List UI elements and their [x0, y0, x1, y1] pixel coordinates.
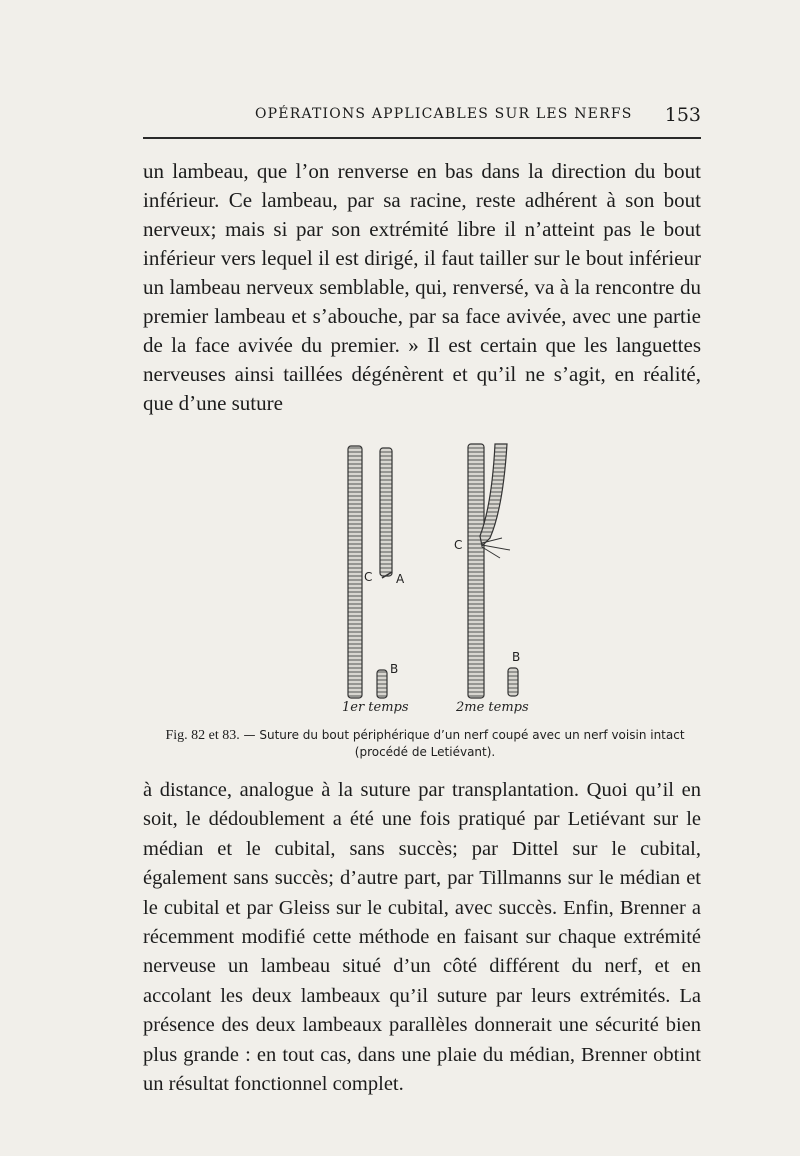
paragraph-bottom: à distance, analogue à la suture par transplantation. Quoi qu’il en soit, le dédoublement a été une fois pratiqué par Letiévant sur le médian et le cubital, sans succès; par Dittel sur le cubital, également sans succès; d’autre part, par Tillmanns sur le médian et le cubital et par Gleiss sur le cubital, avec succès. Enfin, Brenner a récemment modifié cette méthode en faisant sur chaque extrémité nerveuse un lambeau situé d’un côté différent du nerf, et en accolant les deux lambeaux qu’il suture par leurs extrémités. La présence des deux lambeaux parallèles donnerait une sécurité bien plus grande : en tout cas, dans une plaie du médian, Brenner obtint un résultat fonctionnel complet.: [143, 779, 701, 1096]
nerve-right-main: [468, 444, 484, 698]
nerve-diagram: [320, 438, 560, 726]
label-b-left: B: [390, 662, 399, 676]
nerve-left-flap: [380, 448, 392, 576]
page-number: 153: [664, 104, 701, 126]
figure-caption: [155, 727, 695, 761]
caption-text: — Suture du bout périphérique d’un nerf coupé avec un nerf voisin intact (procédé de Letiévant).: [243, 728, 685, 759]
header-rule: [143, 137, 701, 139]
label-c-left: C: [364, 570, 373, 584]
step-1-label: 1er temps: [342, 700, 409, 715]
nerve-left-main: [348, 446, 362, 698]
running-head: [143, 102, 703, 130]
label-c-right: C: [454, 538, 463, 552]
running-title: OPÉRATIONS APPLICABLES SUR LES NERFS: [255, 106, 633, 122]
nerve-left-stump: [377, 670, 387, 698]
label-b-right: B: [512, 650, 521, 664]
label-a: A: [396, 572, 405, 586]
caption-number: Fig. 82 et 83.: [165, 728, 240, 743]
nerve-right-stump: [508, 668, 518, 696]
paragraph-top: un lambeau, que l’on renverse en bas dans la direction du bout inférieur. Ce lambeau, par sa racine, reste adhérent à son bout nerveux; mais si par son extrémité libre il n’atteint pas le bout inférieur vers lequel il est dirigé, il faut tailler sur le bout inférieur un lambeau nerveux semblable, qui, renversé, va à la rencontre du premier lambeau et s’abouche, par sa face avivée, avec une partie de la face avivée du premier. » Il est certain que les languettes nerveuses ainsi taillées dégénèrent et qu’il ne s’agit, en réalité, que d’une suture: [143, 159, 701, 415]
step-2-label: 2me temps: [456, 700, 529, 715]
figure-illustration: [320, 438, 560, 726]
